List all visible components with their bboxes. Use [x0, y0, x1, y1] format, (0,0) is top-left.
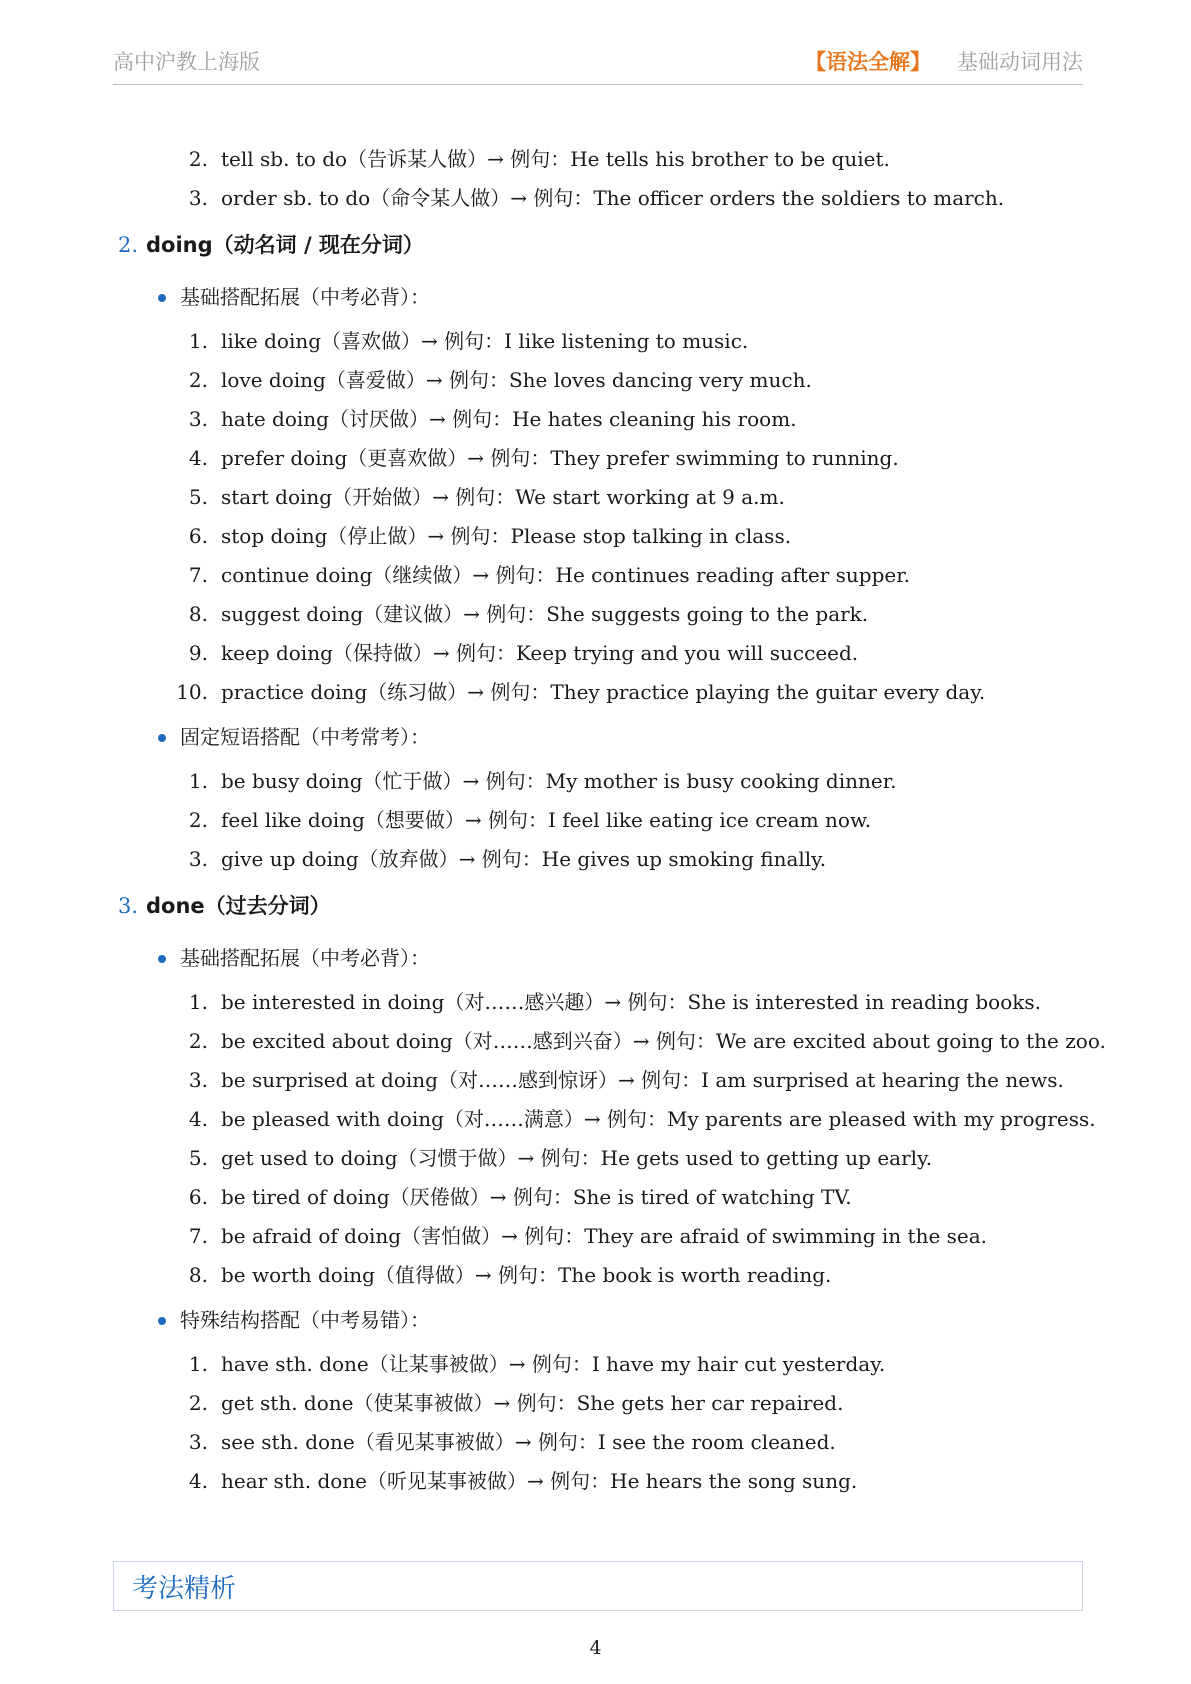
item-text: be tired of doing（厌倦做）→ 例句：She is tired of watching TV.: [221, 1185, 852, 1209]
analysis-section-box: [113, 1561, 1083, 1611]
item-number: 3.: [188, 407, 208, 431]
item-text: like doing（喜欢做）→ 例句：I like listening to music.: [221, 329, 749, 353]
item-number: 4.: [188, 1469, 208, 1493]
header-topic: 基础动词用法: [957, 50, 1083, 74]
list-item: [0, 517, 1191, 556]
list-item: [0, 983, 1191, 1022]
group-heading: [0, 272, 1191, 322]
list-item: [0, 1384, 1191, 1423]
item-number: 8.: [188, 602, 208, 626]
group-heading: [0, 712, 1191, 762]
item-number: 5.: [188, 485, 208, 509]
list-item: [0, 1100, 1191, 1139]
page-header: [113, 40, 1083, 85]
list-item: [0, 439, 1191, 478]
group-heading: [0, 933, 1191, 983]
item-number: 4.: [188, 1107, 208, 1131]
item-number: 3.: [188, 186, 208, 210]
list-item: [0, 634, 1191, 673]
list-item: [0, 1345, 1191, 1384]
list-item: [0, 140, 1191, 179]
bullet-icon: [158, 1317, 166, 1325]
item-number: 3.: [188, 1068, 208, 1092]
list-item: [0, 1462, 1191, 1501]
item-number: 7.: [188, 1224, 208, 1248]
item-text: be afraid of doing（害怕做）→ 例句：They are afraid of swimming in the sea.: [221, 1224, 988, 1248]
item-number: 2.: [188, 1029, 208, 1053]
item-number: 1.: [188, 769, 208, 793]
section-title: doing（动名词 / 现在分词）: [146, 233, 424, 257]
section-title: done（过去分词）: [146, 894, 331, 918]
group-heading-text: 基础搭配拓展（中考必背）：: [180, 285, 430, 309]
analysis-title: 考法精析: [132, 1574, 237, 1604]
item-text: be busy doing（忙于做）→ 例句：My mother is busy cooking dinner.: [221, 769, 897, 793]
bullet-icon: [158, 294, 166, 302]
list-item: [0, 595, 1191, 634]
item-number: 2.: [188, 808, 208, 832]
header-right: [805, 46, 1083, 76]
item-text: hear sth. done（听见某事被做）→ 例句：He hears the song sung.: [221, 1469, 858, 1493]
item-number: 1.: [188, 1352, 208, 1376]
list-item: [0, 1061, 1191, 1100]
item-text: feel like doing（想要做）→ 例句：I feel like eating ice cream now.: [221, 808, 872, 832]
item-text: tell sb. to do（告诉某人做）→ 例句：He tells his brother to be quiet.: [221, 147, 890, 171]
bullet-icon: [158, 955, 166, 963]
item-text: order sb. to do（命令某人做）→ 例句：The officer orders the soldiers to march.: [221, 186, 1005, 210]
item-number: 9.: [188, 641, 208, 665]
group-heading-text: 基础搭配拓展（中考必背）：: [180, 946, 430, 970]
list-item: [0, 478, 1191, 517]
item-text: get used to doing（习惯于做）→ 例句：He gets used to getting up early.: [221, 1146, 933, 1170]
item-number: 2.: [188, 147, 208, 171]
item-text: see sth. done（看见某事被做）→ 例句：I see the room cleaned.: [221, 1430, 836, 1454]
list-item: [0, 1178, 1191, 1217]
page-number: 4: [589, 1637, 602, 1659]
list-item: [0, 673, 1191, 712]
item-text: suggest doing（建议做）→ 例句：She suggests going to the park.: [221, 602, 869, 626]
item-text: hate doing（讨厌做）→ 例句：He hates cleaning his room.: [221, 407, 797, 431]
list-item: [0, 1423, 1191, 1462]
item-number: 5.: [188, 1146, 208, 1170]
item-number: 3.: [188, 847, 208, 871]
group-heading-text: 固定短语搭配（中考常考）：: [180, 725, 430, 749]
list-item: [0, 556, 1191, 595]
item-text: prefer doing（更喜欢做）→ 例句：They prefer swimming to running.: [221, 446, 899, 470]
list-item: [0, 322, 1191, 361]
item-text: be worth doing（值得做）→ 例句：The book is worth reading.: [221, 1263, 832, 1287]
item-text: be pleased with doing（对……满意）→ 例句：My parents are pleased with my progress.: [221, 1107, 1096, 1131]
item-text: love doing（喜爱做）→ 例句：She loves dancing very much.: [221, 368, 812, 392]
item-text: practice doing（练习做）→ 例句：They practice playing the guitar every day.: [221, 680, 986, 704]
item-number: 3.: [188, 1430, 208, 1454]
item-number: 7.: [188, 563, 208, 587]
item-number: 2.: [188, 1391, 208, 1415]
list-item: [0, 840, 1191, 879]
list-item: [0, 801, 1191, 840]
item-text: be excited about doing（对……感到兴奋）→ 例句：We are excited about going to the zoo.: [221, 1029, 1106, 1053]
item-number: 1.: [188, 329, 208, 353]
item-number: 8.: [188, 1263, 208, 1287]
item-number: 10.: [176, 680, 208, 704]
header-tag: 【语法全解】: [805, 49, 931, 74]
section-number: 2.: [118, 233, 139, 257]
list-item: [0, 1256, 1191, 1295]
item-number: 2.: [188, 368, 208, 392]
item-text: be interested in doing（对……感兴趣）→ 例句：She is interested in reading books.: [221, 990, 1041, 1014]
section-number: 3.: [118, 894, 139, 918]
item-number: 4.: [188, 446, 208, 470]
header-book-title: 高中沪教上海版: [113, 50, 260, 74]
list-item: [0, 400, 1191, 439]
list-item: [0, 179, 1191, 218]
list-item: [0, 762, 1191, 801]
item-text: keep doing（保持做）→ 例句：Keep trying and you will succeed.: [221, 641, 859, 665]
group-heading-text: 特殊结构搭配（中考易错）：: [180, 1308, 430, 1332]
group-heading: [0, 1295, 1191, 1345]
section-heading-doing: [0, 218, 1191, 272]
item-number: 6.: [188, 524, 208, 548]
content: [0, 140, 1191, 1501]
list-item: [0, 361, 1191, 400]
item-number: 1.: [188, 990, 208, 1014]
bullet-icon: [158, 734, 166, 742]
item-text: be surprised at doing（对……感到惊讶）→ 例句：I am surprised at hearing the news.: [221, 1068, 1064, 1092]
item-text: stop doing（停止做）→ 例句：Please stop talking in class.: [221, 524, 792, 548]
list-item: [0, 1139, 1191, 1178]
list-item: [0, 1217, 1191, 1256]
section-heading-done: [0, 879, 1191, 933]
item-text: have sth. done（让某事被做）→ 例句：I have my hair cut yesterday.: [221, 1352, 886, 1376]
list-item: [0, 1022, 1191, 1061]
item-text: get sth. done（使某事被做）→ 例句：She gets her car repaired.: [221, 1391, 844, 1415]
item-text: give up doing（放弃做）→ 例句：He gives up smoking finally.: [221, 847, 827, 871]
item-number: 6.: [188, 1185, 208, 1209]
item-text: start doing（开始做）→ 例句：We start working at 9 a.m.: [221, 485, 785, 509]
item-text: continue doing（继续做）→ 例句：He continues reading after supper.: [221, 563, 910, 587]
